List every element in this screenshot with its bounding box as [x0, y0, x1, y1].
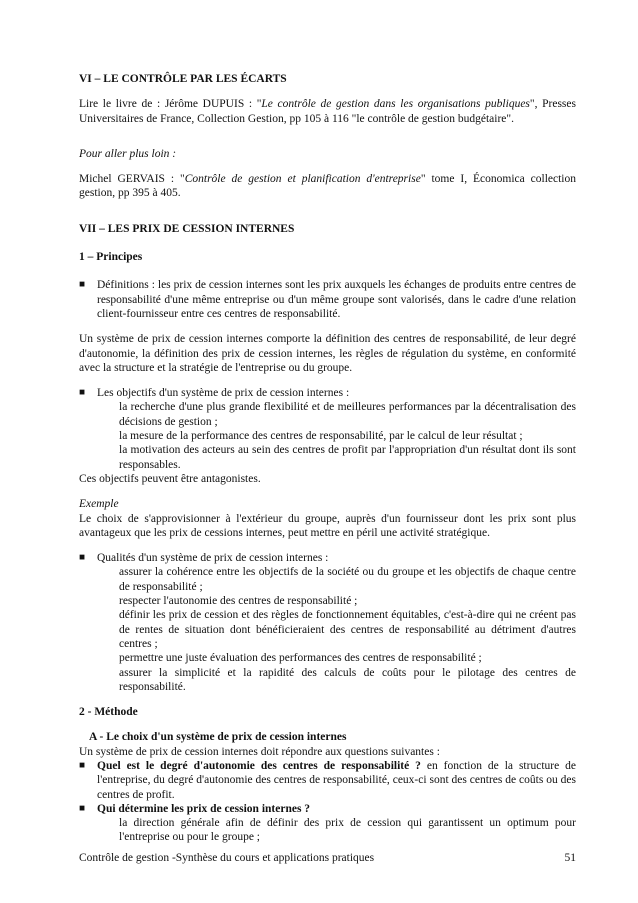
objectives-bullet: [79, 386, 576, 400]
objective-item: la recherche d'une plus grande flexibilité et de meilleures performances par la décentralisation des décisions de gestion ;: [119, 401, 576, 428]
definition-text: Définitions : les prix de cession internes sont les prix auxquels les échanges de produits entre centres de responsabilité d'une même entreprise ou d'un même groupe sont valorisés, dans le cadre d'une relation client-fournisseur entre ces centres de responsabilité.: [97, 279, 576, 320]
antagonist-note: Ces objectifs peuvent être antagonistes.: [79, 472, 261, 485]
quality-item: assurer la simplicité et la rapidité des calculs de coûts pour le pilotage des centres de responsabilité.: [119, 666, 576, 693]
objectives-title: Les objectifs d'un système de prix de cession internes :: [97, 387, 350, 400]
further-book-title: Contrôle de gestion et planification d'entreprise: [184, 173, 421, 186]
system-paragraph: Un système de prix de cession internes comporte la définition des centres de responsabilité, de leur degré d'autonomie, la définition des prix de cession internes, les règles de régulation du système, en conformité avec la structure et la stratégie de l'entreprise ou du groupe.: [79, 333, 576, 374]
section-6-title: VI – LE CONTRÔLE PAR LES ÉCARTS: [79, 73, 287, 85]
question-who: Qui détermine les prix de cession internes ?: [97, 802, 311, 815]
choice-subtitle: A - Le choix d'un système de prix de cession internes: [89, 731, 347, 744]
quality-item: assurer la cohérence entre les objectifs de la société ou du groupe et les objectifs de chaque centre de responsabilité ;: [119, 566, 576, 593]
square-bullet-icon: ■: [79, 802, 86, 814]
qualities-bullet: [79, 551, 576, 565]
page-footer: [79, 852, 576, 864]
question-autonomy-answer: en fonction de la structure de l'entreprise, du degré d'autonomie des centres de responsabilité, ceux-ci sont des centres de coûts ou des centres de profit.: [97, 759, 576, 801]
question-who-answer: la direction générale afin de définir des prix de cession qui garantissent un optimum pour l'entreprise ou pour le groupe ;: [119, 817, 576, 844]
reference-suffix: ", Presses Universitaires de France, Collection Gestion, pp 105 à 116 "le contrôle de gestion budgétaire".: [79, 98, 576, 125]
quality-item: définir les prix de cession et des règles de fonctionnement équitables, c'est-à-dire qui ne créent pas de rentes de situation dont bénéficieraient des centres de responsabilité au détriment d'autres centres ;: [119, 609, 576, 650]
definition-bullet: [79, 278, 576, 321]
objective-item: la mesure de la performance des centres de responsabilité, par le calcul de leur résultat ;: [119, 430, 523, 443]
example-label: Exemple: [79, 498, 119, 511]
square-bullet-icon: ■: [79, 759, 86, 771]
further-reading-reference: [79, 172, 576, 201]
further-prefix: Michel GERVAIS : ": [79, 173, 185, 186]
page-number: 51: [564, 852, 576, 864]
quality-item: permettre une juste évaluation des performances des centres de responsabilité ;: [119, 652, 482, 665]
reference-prefix: Lire le livre de : Jérôme DUPUIS : ": [79, 98, 262, 111]
example-text: Le choix de s'approvisionner à l'extérieur du groupe, auprès d'un fournisseur dont les prix sont plus avantageux que les prix de cessions internes, peut mettre en péril une activité stratégique.: [79, 512, 576, 539]
page-content: [79, 72, 576, 845]
square-bullet-icon: ■: [79, 552, 86, 564]
choice-intro: Un système de prix de cession internes doit répondre aux questions suivantes :: [79, 745, 440, 758]
quality-item: respecter l'autonomie des centres de responsabilité ;: [119, 595, 358, 608]
further-reading-label: Pour aller plus loin :: [79, 147, 177, 160]
reference-book-title: Le contrôle de gestion dans les organisations publiques: [261, 98, 530, 111]
question-autonomy-bullet: [79, 759, 576, 802]
methode-title: 2 - Méthode: [79, 706, 138, 719]
further-suffix: " tome I, Économica collection gestion, pp 395 à 405.: [79, 173, 577, 200]
reading-reference: [79, 97, 576, 126]
principes-title: 1 – Principes: [79, 251, 143, 264]
footer-title: Contrôle de gestion -Synthèse du cours et applications pratiques: [79, 852, 375, 864]
objective-item: la motivation des acteurs au sein des centres de profit par l'appropriation d'un résultat dont ils sont responsables.: [119, 444, 576, 471]
square-bullet-icon: ■: [79, 387, 86, 399]
square-bullet-icon: ■: [79, 279, 86, 291]
question-who-bullet: [79, 802, 576, 816]
section-7-title: VII – LES PRIX DE CESSION INTERNES: [79, 222, 295, 235]
question-autonomy: Quel est le degré d'autonomie des centres de responsabilité ?: [97, 759, 421, 772]
qualities-title: Qualités d'un système de prix de cession internes :: [97, 552, 329, 565]
